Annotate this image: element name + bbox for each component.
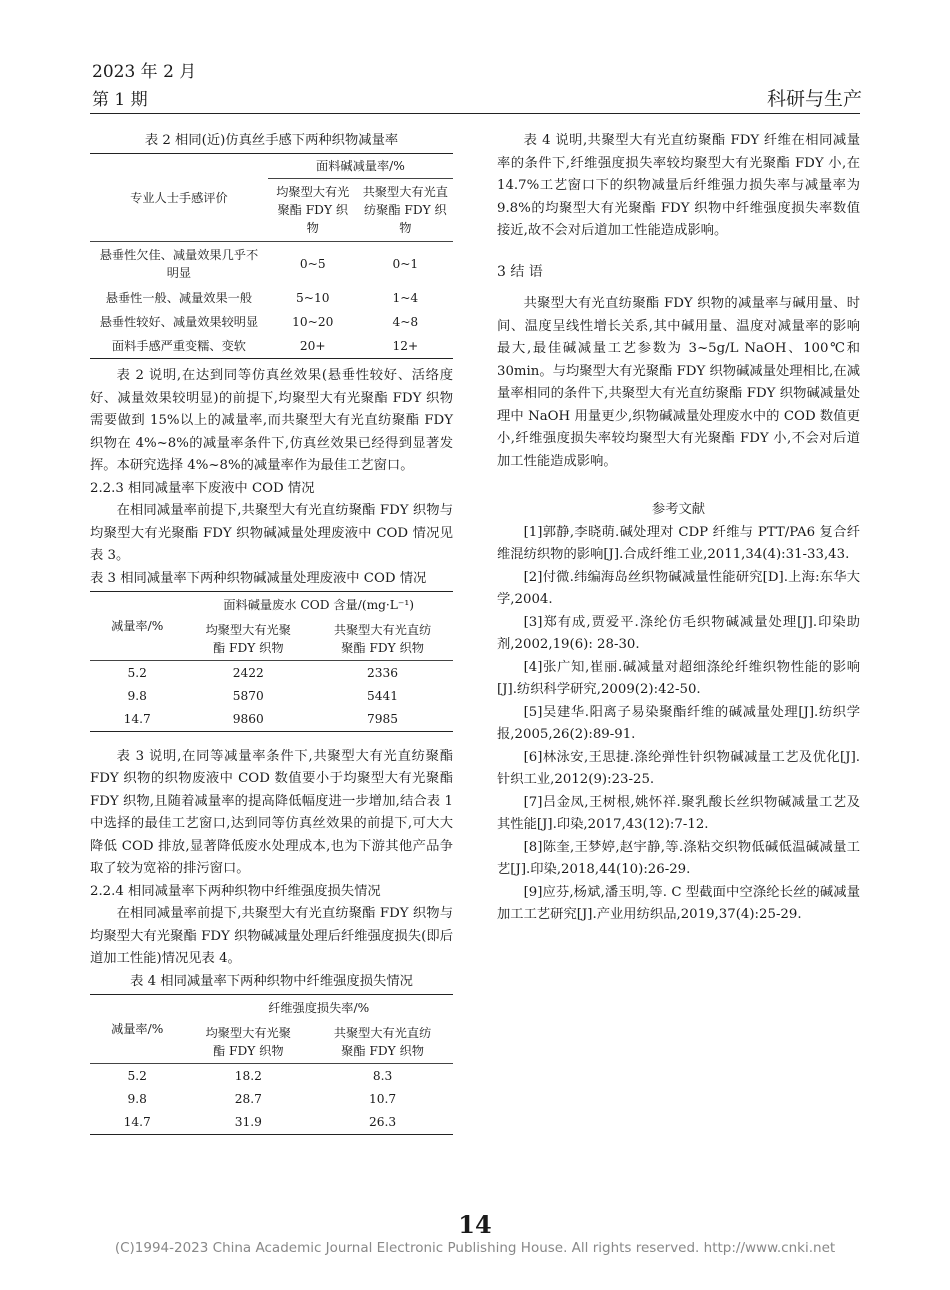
reference-item: [3]郑有成,贾爱平.涤纶仿毛织物碱减量处理[J].印染助剂,2002,19(6): 28-30.: [497, 614, 860, 652]
table-row: 悬垂性欠佳、减量效果几乎不明显 0~5 0~1: [99, 248, 419, 280]
reference-item: [7]吕金凤,王树根,姚怀祥.聚乳酸长丝织物碱减量工艺及其性能[J].印染,2017,43(12):7-12.: [497, 794, 860, 832]
table-row: 5.2 18.2 8.3: [127, 1068, 393, 1083]
journal-name: 科研与生产: [766, 88, 862, 110]
table3: [90, 591, 453, 732]
table-row: 5.2 2422 2336: [127, 665, 399, 680]
page-number: 14: [458, 1210, 492, 1239]
table3-col2: 共聚型大有光直纺聚酯 FDY 织物: [312, 618, 453, 661]
section-3-heading: 3 结 语: [497, 263, 543, 280]
table-row: 14.7 9860 7985: [90, 708, 453, 732]
table3-col-group: 面料碱量废水 COD 含量/(mg·L⁻¹): [184, 591, 453, 618]
table4-row-header: 减量率/%: [90, 994, 184, 1063]
table2-row-header: 专业人士手感评价: [90, 154, 268, 242]
paragraph-2-2-4: 在相同减量率前提下,共聚型大有光直纺聚酯 FDY 织物与均聚型大有光聚酯 FDY 织物碱减量处理后纤维强度损失(即后道加工性能)情况见表 4。: [90, 906, 453, 966]
header-date: 2023 年 2 月: [92, 62, 197, 82]
table-row: 9.8 5870 5441: [127, 689, 399, 703]
reference-item: [2]付微.纬编海岛丝织物碱减量性能研究[D].上海:东华大学,2004.: [497, 569, 860, 607]
reference-item: [9]应芬,杨斌,潘玉明,等. C 型截面中空涤纶长丝的碱减量加工工艺研究[J].产业用纺织品,2019,37(4):25-29.: [497, 884, 860, 922]
table4: [90, 994, 453, 1135]
table2-col1: 均聚型大有光聚酯 FDY 织物: [268, 179, 358, 242]
paragraph-table2: 表 2 说明,在达到同等仿真丝效果(悬垂性较好、活络度好、减量效果较明显)的前提下,均聚型大有光聚酯 FDY 织物需要做到 15%以上的减量率,而共聚型大有光直纺聚酯 FDY 织物在 4%~8%的减量率条件下,仿真丝效果已经得到显著发挥。本研究选择 4%~8%的减量率作为最佳工艺窗口。: [90, 368, 453, 473]
table4-caption: 表 4 相同减量率下两种织物中纤维强度损失情况: [130, 973, 413, 989]
reference-item: [1]郭静,李晓萌.碱处理对 CDP 纤维与 PTT/PA6 复合纤维混纺织物的影响[J].合成纤维工业,2011,34(4):31-33,43.: [497, 524, 860, 562]
table-row: 14.7 31.9 26.3: [90, 1111, 453, 1135]
section-2-2-3-heading: 2.2.3 相同减量率下废液中 COD 情况: [90, 480, 315, 496]
table4-col2: 共聚型大有光直纺聚酯 FDY 织物: [312, 1021, 453, 1064]
references-title: 参考文献: [651, 502, 706, 517]
table4-col-group: 纤维强度损失率/%: [184, 994, 453, 1021]
table-row: 9.8 28.7 10.7: [127, 1092, 397, 1106]
section-2-2-4-heading: 2.2.4 相同减量率下两种织物中纤维强度损失情况: [90, 883, 381, 899]
table-row: 悬垂性较好、减量效果较明显 10~20 4~8: [99, 315, 419, 329]
table3-col1: 均聚型大有光聚酯 FDY 织物: [184, 618, 312, 661]
reference-item: [4]张广知,崔丽.碱减量对超细涤纶纤维织物性能的影响[J].纺织科学研究,2009(2):42-50.: [497, 659, 860, 697]
left-column: [90, 130, 453, 1135]
right-column: [497, 130, 860, 927]
table2: [90, 153, 453, 359]
paragraph-2-2-3: 在相同减量率前提下,共聚型大有光直纺聚酯 FDY 织物与均聚型大有光聚酯 FDY 织物碱减量处理废液中 COD 情况见表 3。: [90, 503, 453, 563]
paragraph-table4: 表 4 说明,共聚型大有光直纺聚酯 FDY 纤维在相同减量率的条件下,纤维强度损失率较均聚型大有光聚酯 FDY 小,在 14.7%工艺窗口下的织物减量后纤维强力损失率与减量率为 9.8%的均聚型大有光聚酯 FDY 织物中纤维强度损失率数值接近,故不会对后道加工性能造成影响。: [497, 133, 860, 238]
paragraph-conclusion: 共聚型大有光直纺聚酯 FDY 织物的减量率与碱用量、时间、温度呈线性增长关系,其中碱用量、温度对减量率的影响最大,最佳碱减量工艺参数为 3~5g/L NaOH、100℃和 30min。与均聚型大有光聚酯 FDY 织物碱减量处理相比,在减量率相同的条件下,共聚型大有光直纺聚酯 FDY 织物碱减量处理中 NaOH 用量更少,织物碱减量处理废水中的 COD 数值更小,纤维强度损失率较均聚型大有光聚酯 FDY 小,不会对后道加工性能造成影响。: [497, 296, 860, 469]
table3-row-header: 减量率/%: [90, 591, 184, 660]
table2-col2: 共聚型大有光直纺聚酯 FDY 织物: [358, 179, 453, 242]
copyright-footer: (C)1994-2023 China Academic Journal Electronic Publishing House. All rights reserved. http://www.cnki.net: [114, 1240, 836, 1256]
table3-caption: 表 3 相同减量率下两种织物碱减量处理废液中 COD 情况: [90, 570, 427, 586]
table2-col-group: 面料碱减量率/%: [268, 154, 453, 179]
header-rule: [90, 113, 860, 114]
header-issue-info: [92, 58, 196, 114]
reference-item: [6]林泳安,王思捷.涤纶弹性针织物碱减量工艺及优化[J].针织工业,2012(9):23-25.: [497, 749, 860, 787]
reference-item: [8]陈奎,王梦婷,赵宇静,等.涤粘交织物低碱低温碱减量工艺[J].印染,2018,44(10):26-29.: [497, 839, 860, 877]
reference-item: [5]吴建华.阳离子易染聚酯纤维的碱减量处理[J].纺织学报,2005,26(2):89-91.: [497, 704, 860, 742]
table4-col1: 均聚型大有光聚酯 FDY 织物: [184, 1021, 312, 1064]
table2-caption: 表 2 相同(近)仿真丝手感下两种织物减量率: [144, 133, 399, 148]
references-list: [497, 522, 860, 927]
table-row: 悬垂性一般、减量效果一般 5~10 1~4: [105, 291, 419, 305]
table-row: 面料手感严重变糯、变软 20+ 12+: [90, 334, 453, 359]
paragraph-table3: 表 3 说明,在同等减量率条件下,共聚型大有光直纺聚酯 FDY 织物的织物废液中 COD 数值要小于均聚型大有光聚酯 FDY 织物,且随着减量率的提高降低幅度进一步增加,结合表 1 中选择的最佳工艺窗口,达到同等仿真丝效果的前提下,可大大降低 COD 排放,显著降低废水处理成本,也为下游其他产品争取了较为宽裕的排污窗口。: [90, 748, 453, 876]
header-issue: 第 1 期: [92, 90, 148, 110]
